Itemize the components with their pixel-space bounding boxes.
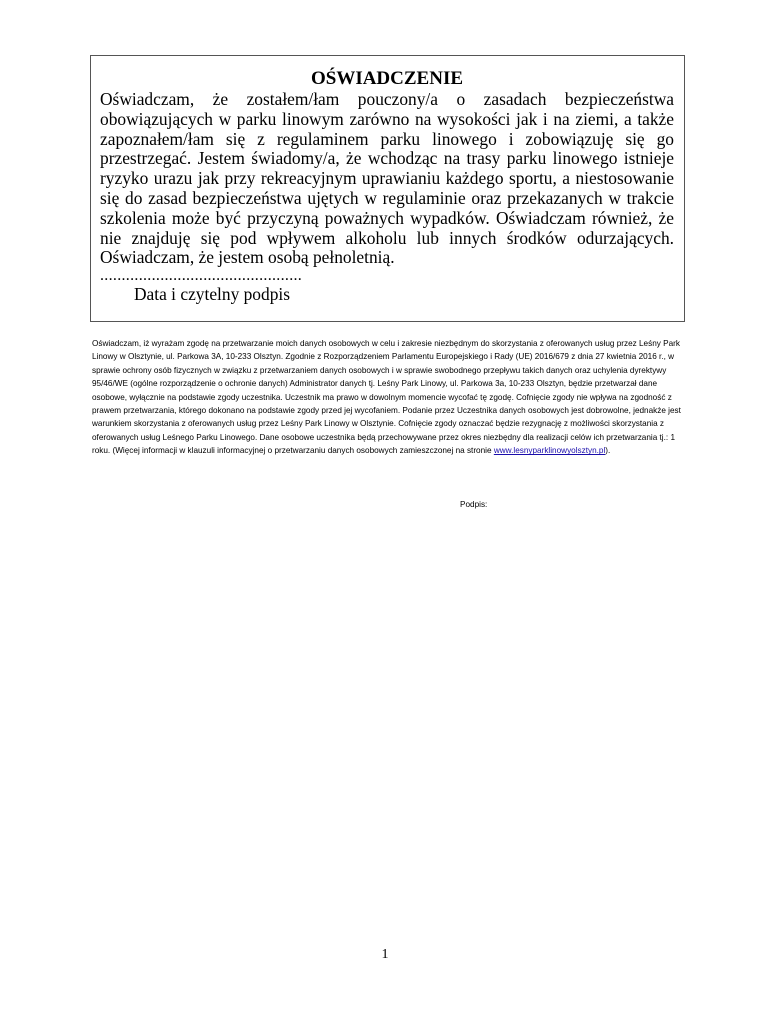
signature-label: Data i czytelny podpis <box>134 284 290 305</box>
statement-title: OŚWIADCZENIE <box>310 68 464 89</box>
consent-text-end: ). <box>605 446 611 456</box>
page-number: 1 <box>381 947 389 962</box>
podpis-label: Podpis: <box>460 500 488 509</box>
website-link[interactable]: www.lesnyparklinowyolsztyn.pl <box>493 446 606 456</box>
signature-line: ............................................... <box>100 267 303 285</box>
consent-text: Oświadczam, iż wyrażam zgodę na przetwarzanie moich danych osobowych w celu i zakresie niezbędnym do skorzystania z oferowanych usług przez Leśny Park Linowy w Olsztynie, ul. Parkowa 3A, 10-233 Olsztyn. Zgodnie z Rozporządzeniem Parlamentu Europejskiego i Rady (UE) 2016/679 z dnia 27 kwietnia 2016 r., w sprawie ochrony osób fizycznych w związku z przetwarzaniem danych osobowych i w sprawie swobodnego przepływu takich danych oraz uchylenia dyrektywy 95/46/WE (ogólne rozporządzenie o ochronie danych) Administrator danych tj. Leśny Park Linowy, ul. Parkowa 3a, 10-233 Olsztyn, będzie przetwarzał dane osobowe, wyłącznie na podstawie zgody uczestnika. Uczestnik ma prawo w dowolnym momencie wycofać tę zgodę. Cofnięcie zgody nie wpływa na zgodność z prawem przetwarzania, którego dokonano na podstawie zgody przed jej wycofaniem. Podanie przez Uczestnika danych osobowych jest dobrowolne, jednakże jest warunkiem skorzystania z oferowanych usług przez Leśny Park Linowy w Olsztynie. Cofnięcie zgody oznaczać będzie rezygnację z możliwości skorzystania z oferowanych usług Leśnego Parku Linowego. Dane osobowe uczestnika będą przechowywane przez okres niezbędny dla realizacji celów ich przetwarzania tj.: 1 roku. (Więcej informacji w klauzuli informacyjnej o przetwarzaniu danych osobowych zamieszczonej na stronie <box>92 339 681 456</box>
statement-box <box>90 55 685 322</box>
consent-paragraph <box>92 337 687 458</box>
statement-body: Oświadczam, że zostałem/łam pouczony/a o zasadach bezpieczeństwa obowiązujących w parku linowym zarówno na wysokości jak i na ziemi, a także zapoznałem/łam się z regulaminem parku linowego i zobowiązuję się go przestrzegać. Jestem świadomy/a, że wchodząc na trasy parku linowego istnieje ryzyko urazu jak przy rekreacyjnym uprawianiu każdego sportu, a niestosowanie się do zasad bezpieczeństwa ujętych w regulaminie oraz przekazanych w trakcie szkolenia może być przyczyną poważnych wypadków. Oświadczam również, że nie znajduję się pod wpływem alkoholu lub innych środków odurzających. Oświadczam, że jestem osobą pełnoletnią. <box>100 89 674 268</box>
